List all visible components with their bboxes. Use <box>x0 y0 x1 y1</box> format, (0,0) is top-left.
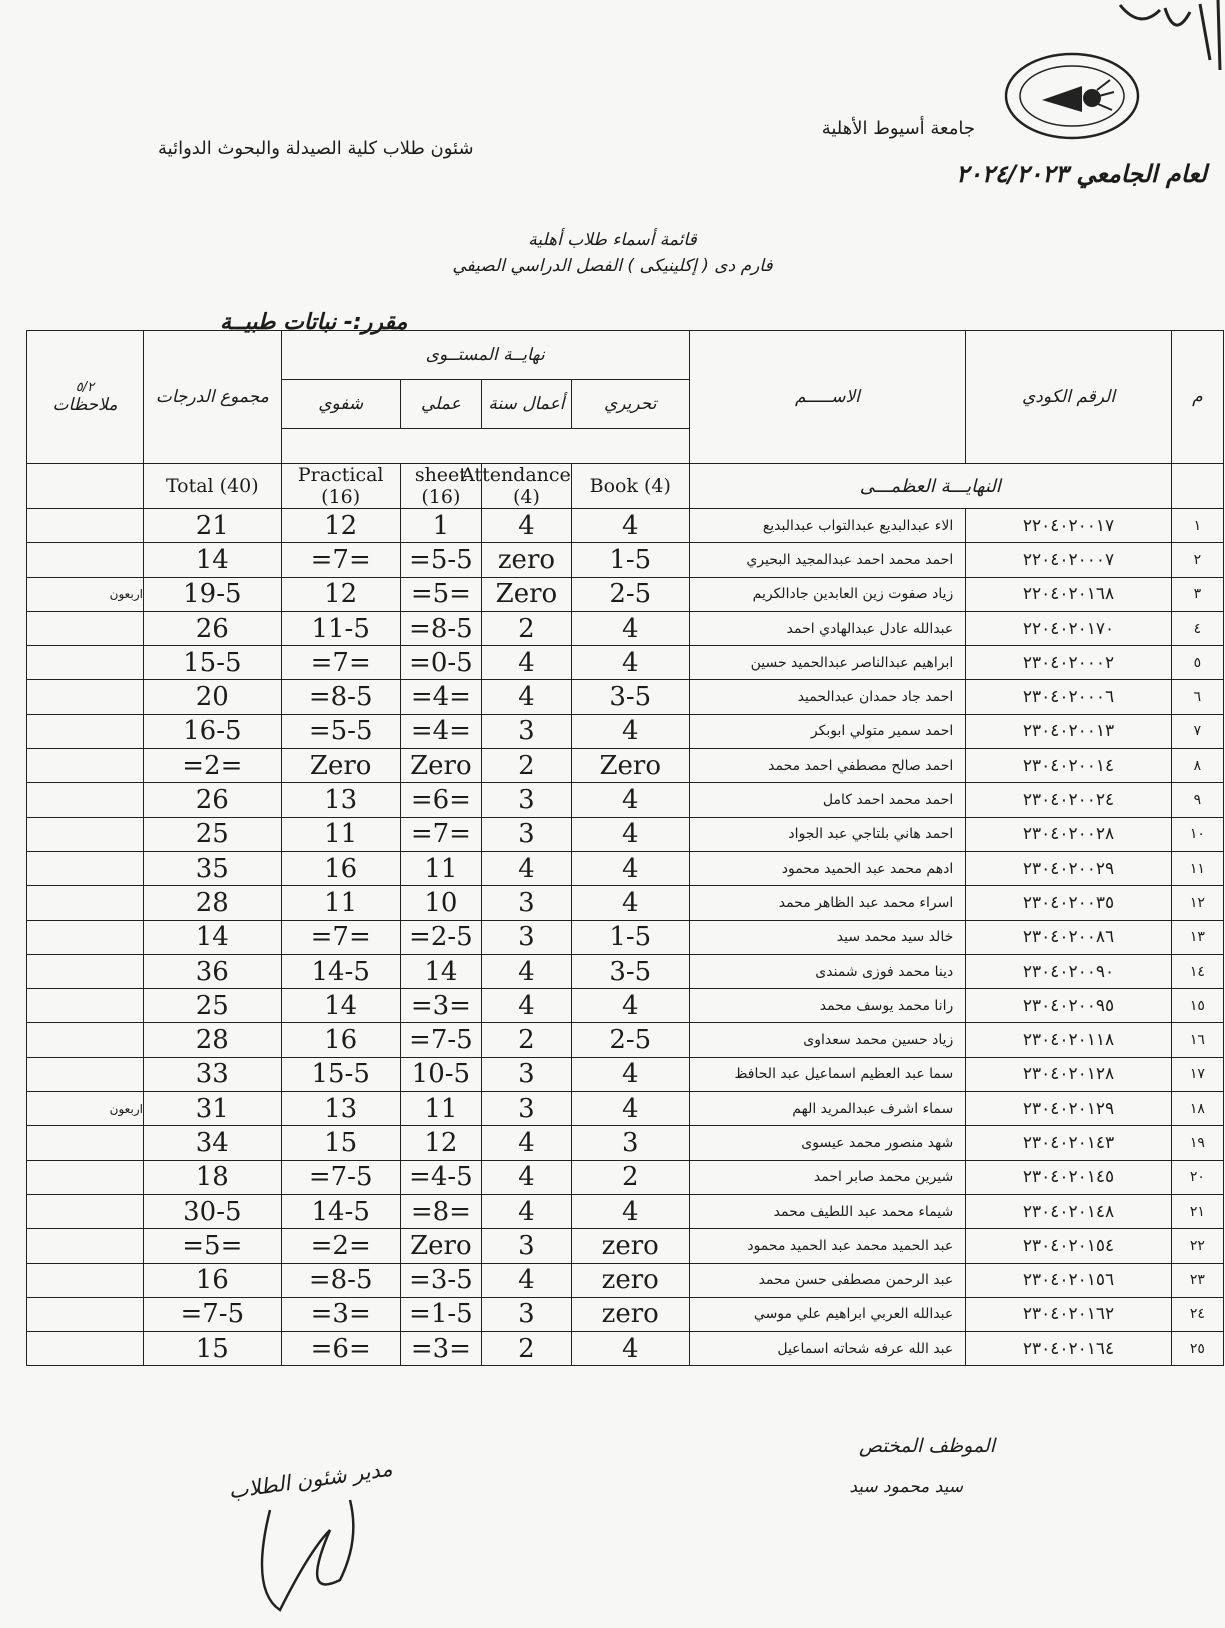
row-index: ١٠ <box>1171 817 1223 851</box>
grade-oral: 12 <box>281 509 400 543</box>
student-name: شهد منصور محمد عيسوى <box>689 1126 966 1160</box>
student-name: شيماء محمد عبد اللطيف محمد <box>689 1194 966 1228</box>
grade-yearwork: 2 <box>482 1332 572 1366</box>
row-note <box>27 1263 144 1297</box>
grade-yearwork: 3 <box>482 1092 572 1126</box>
grade-yearwork: 3 <box>482 1297 572 1331</box>
row-note <box>27 783 144 817</box>
grade-written: 4 <box>571 714 689 748</box>
student-name: شيرين محمد صابر احمد <box>689 1160 966 1194</box>
grade-total: 16-5 <box>143 714 281 748</box>
max-oral: Practical (16) <box>281 464 400 509</box>
column-header-yearwork: أعمال سنة <box>482 380 572 429</box>
row-index: ١٣ <box>1171 920 1223 954</box>
grade-oral: =6= <box>281 1332 400 1366</box>
student-name: عبد الرحمن مصطفى حسن محمد <box>689 1263 966 1297</box>
table-row <box>27 1297 1224 1331</box>
row-note <box>27 1229 144 1263</box>
table-row <box>27 920 1224 954</box>
row-index: ٢٥ <box>1171 1332 1223 1366</box>
grade-written: 1-5 <box>571 543 689 577</box>
row-note <box>27 749 144 783</box>
grade-practical: 10-5 <box>400 1057 481 1091</box>
row-index: ١٤ <box>1171 954 1223 988</box>
grade-total: 34 <box>143 1126 281 1160</box>
table-row <box>27 989 1224 1023</box>
table-row <box>27 851 1224 885</box>
table-row <box>27 1332 1224 1366</box>
student-code: ٢٣٠٤٠٢٠٠٢٨ <box>966 817 1172 851</box>
grade-oral: =8-5 <box>281 1263 400 1297</box>
faculty-affairs-title: شئون طلاب كلية الصيدلة والبحوث الدوائية <box>158 138 474 159</box>
table-row <box>27 509 1224 543</box>
grade-written: 4 <box>571 611 689 645</box>
table-row <box>27 646 1224 680</box>
student-code: ٢٢٠٤٠٢٠٠١٧ <box>966 509 1172 543</box>
grade-yearwork: 4 <box>482 1160 572 1194</box>
grade-practical: =1-5 <box>400 1297 481 1331</box>
grade-yearwork: zero <box>482 543 572 577</box>
student-name: ابراهيم عبدالناصر عبدالحميد حسين <box>689 646 966 680</box>
grade-practical: =7= <box>400 817 481 851</box>
grades-table <box>26 330 1224 1366</box>
grade-practical: =4= <box>400 680 481 714</box>
row-index: ١٩ <box>1171 1126 1223 1160</box>
student-name: زياد صفوت زين العابدين جادالكريم <box>689 577 966 611</box>
column-header-notes <box>27 331 144 464</box>
grade-yearwork: 3 <box>482 714 572 748</box>
student-code: ٢٢٠٤٠٢٠٠٠٧ <box>966 543 1172 577</box>
grade-oral: 11 <box>281 886 400 920</box>
column-header-name: الاســـــم <box>689 331 966 464</box>
grade-written: 4 <box>571 989 689 1023</box>
table-row <box>27 1160 1224 1194</box>
staff-name: سيد محمود سيد <box>849 1477 963 1497</box>
grade-yearwork: 4 <box>482 1263 572 1297</box>
student-name: اسراء محمد عبد الظاهر محمد <box>689 886 966 920</box>
grade-oral: 14-5 <box>281 1194 400 1228</box>
grade-total: 26 <box>143 611 281 645</box>
grade-yearwork: 4 <box>482 509 572 543</box>
row-note <box>27 1332 144 1366</box>
grade-oral: 11 <box>281 817 400 851</box>
grade-oral: 16 <box>281 1023 400 1057</box>
max-marks-label: النهايـــة العظمـــى <box>689 464 1171 509</box>
student-code: ٢٣٠٤٠٢٠١٥٦ <box>966 1263 1172 1297</box>
row-note <box>27 714 144 748</box>
column-header-index: م <box>1171 331 1223 464</box>
table-row <box>27 1194 1224 1228</box>
student-code: ٢٣٠٤٠٢٠١٤٥ <box>966 1160 1172 1194</box>
column-header-practical: عملي <box>400 380 481 429</box>
table-row <box>27 1092 1224 1126</box>
table-row <box>27 1126 1224 1160</box>
grade-written: 2-5 <box>571 577 689 611</box>
row-index: ١٧ <box>1171 1057 1223 1091</box>
student-name: احمد هاني بلتاجي عبد الجواد <box>689 817 966 851</box>
row-index: ٥ <box>1171 646 1223 680</box>
grade-practical: 11 <box>400 851 481 885</box>
column-header-written: تحريري <box>571 380 689 429</box>
row-note <box>27 886 144 920</box>
grade-yearwork: 4 <box>482 1194 572 1228</box>
table-row <box>27 543 1224 577</box>
grade-written: 4 <box>571 1092 689 1126</box>
student-code: ٢٣٠٤٠٢٠١٤٨ <box>966 1194 1172 1228</box>
row-index: ١٨ <box>1171 1092 1223 1126</box>
grade-practical: =4-5 <box>400 1160 481 1194</box>
column-header-oral: شفوي <box>281 380 400 429</box>
grade-practical: =8-5 <box>400 611 481 645</box>
student-name: احمد محمد احمد عبدالمجيد البحيري <box>689 543 966 577</box>
grade-total: 20 <box>143 680 281 714</box>
grade-oral: 13 <box>281 1092 400 1126</box>
table-row <box>27 886 1224 920</box>
max-marks-row <box>27 464 1224 509</box>
grade-total: 35 <box>143 851 281 885</box>
grade-practical: =3= <box>400 1332 481 1366</box>
grade-oral: =8-5 <box>281 680 400 714</box>
student-name: ادهم محمد عبد الحميد محمود <box>689 851 966 885</box>
grade-written: Zero <box>571 749 689 783</box>
grade-oral: 14-5 <box>281 954 400 988</box>
grade-oral: Zero <box>281 749 400 783</box>
grade-written: 4 <box>571 1332 689 1366</box>
student-code: ٢٣٠٤٠٢٠٠١٣ <box>966 714 1172 748</box>
grade-practical: 11 <box>400 1092 481 1126</box>
student-code: ٢٣٠٤٠٢٠٠٢٤ <box>966 783 1172 817</box>
grade-written: 1-5 <box>571 920 689 954</box>
grade-written: 3 <box>571 1126 689 1160</box>
grade-total: 25 <box>143 989 281 1023</box>
grade-written: 4 <box>571 646 689 680</box>
student-code: ٢٣٠٤٠٢٠٠٣٥ <box>966 886 1172 920</box>
grade-yearwork: 3 <box>482 886 572 920</box>
table-row <box>27 783 1224 817</box>
grade-oral: 15-5 <box>281 1057 400 1091</box>
row-index: ٦ <box>1171 680 1223 714</box>
student-name: سماء اشرف عبدالمريد الهم <box>689 1092 966 1126</box>
grade-yearwork: 4 <box>482 680 572 714</box>
university-name: جامعة أسيوط الأهلية <box>821 118 975 139</box>
grade-oral: 15 <box>281 1126 400 1160</box>
academic-year: لعام الجامعي ٢٠٢٤/٢٠٢٣ <box>956 160 1207 188</box>
grade-total: 21 <box>143 509 281 543</box>
grade-yearwork: 4 <box>482 1126 572 1160</box>
student-name: عبد الله عرفه شحاته اسماعيل <box>689 1332 966 1366</box>
grade-practical: Zero <box>400 1229 481 1263</box>
grade-total: =2= <box>143 749 281 783</box>
grade-yearwork: 3 <box>482 1057 572 1091</box>
row-note <box>27 1297 144 1331</box>
grade-total: 14 <box>143 543 281 577</box>
student-code: ٢٣٠٤٠٢٠٠٠٦ <box>966 680 1172 714</box>
grade-practical: =5-5 <box>400 543 481 577</box>
row-note <box>27 1194 144 1228</box>
max-total: Total (40) <box>143 464 281 509</box>
grade-oral: =3= <box>281 1297 400 1331</box>
student-name: عبدالله العربي ابراهيم علي موسي <box>689 1297 966 1331</box>
grade-yearwork: 4 <box>482 646 572 680</box>
student-name: رانا محمد يوسف محمد <box>689 989 966 1023</box>
student-code: ٢٢٠٤٠٢٠١٧٠ <box>966 611 1172 645</box>
row-note <box>27 1126 144 1160</box>
student-name: احمد جاد حمدان عبدالحميد <box>689 680 966 714</box>
max-written: Book (4) <box>571 464 689 509</box>
student-code: ٢٣٠٤٠٢٠٠٩٠ <box>966 954 1172 988</box>
grade-written: 4 <box>571 1057 689 1091</box>
student-code: ٢٣٠٤٠٢٠١١٨ <box>966 1023 1172 1057</box>
student-code: ٢٣٠٤٠٢٠١٢٩ <box>966 1092 1172 1126</box>
table-row <box>27 1023 1224 1057</box>
student-code: ٢٣٠٤٠٢٠٠٩٥ <box>966 989 1172 1023</box>
student-name: احمد سمير متولي ابوبكر <box>689 714 966 748</box>
row-note <box>27 611 144 645</box>
student-name: عبد الحميد محمد عبد الحميد محمود <box>689 1229 966 1263</box>
table-row <box>27 714 1224 748</box>
grade-practical: =2-5 <box>400 920 481 954</box>
staff-title: الموظف المختص <box>858 1435 995 1457</box>
grade-yearwork: 3 <box>482 920 572 954</box>
grade-yearwork: 2 <box>482 611 572 645</box>
grade-total: 15 <box>143 1332 281 1366</box>
grade-practical: =4= <box>400 714 481 748</box>
grade-written: zero <box>571 1297 689 1331</box>
grade-total: 25 <box>143 817 281 851</box>
grade-yearwork: 3 <box>482 1229 572 1263</box>
row-index: ٧ <box>1171 714 1223 748</box>
grade-yearwork: 2 <box>482 749 572 783</box>
course-title: مقرر:- نباتات طبيــة <box>220 310 408 335</box>
grade-oral: =7= <box>281 543 400 577</box>
student-name: خالد سيد محمد سيد <box>689 920 966 954</box>
row-index: ٣ <box>1171 577 1223 611</box>
row-index: ١١ <box>1171 851 1223 885</box>
row-note <box>27 817 144 851</box>
grade-total: =5= <box>143 1229 281 1263</box>
grade-oral: =5-5 <box>281 714 400 748</box>
grade-practical: =3-5 <box>400 1263 481 1297</box>
grade-oral: 12 <box>281 577 400 611</box>
row-index: ٢٢ <box>1171 1229 1223 1263</box>
student-name: عبدالله عادل عبدالهادي احمد <box>689 611 966 645</box>
student-code: ٢٢٠٤٠٢٠١٦٨ <box>966 577 1172 611</box>
university-logo-icon <box>1002 50 1142 142</box>
grade-total: 28 <box>143 1023 281 1057</box>
row-index: ١ <box>1171 509 1223 543</box>
table-row <box>27 1229 1224 1263</box>
grade-oral: =2= <box>281 1229 400 1263</box>
grade-total: 33 <box>143 1057 281 1091</box>
grade-practical: Zero <box>400 749 481 783</box>
table-row <box>27 577 1224 611</box>
table-row <box>27 611 1224 645</box>
grade-yearwork: 3 <box>482 783 572 817</box>
student-code: ٢٣٠٤٠٢٠١٦٢ <box>966 1297 1172 1331</box>
row-index: ٨ <box>1171 749 1223 783</box>
row-index: ٩ <box>1171 783 1223 817</box>
row-index: ١٥ <box>1171 989 1223 1023</box>
row-index: ٢ <box>1171 543 1223 577</box>
grade-yearwork: 2 <box>482 1023 572 1057</box>
row-note <box>27 1023 144 1057</box>
student-code: ٢٣٠٤٠٢٠٠٢٩ <box>966 851 1172 885</box>
table-row <box>27 680 1224 714</box>
grade-practical: =5= <box>400 577 481 611</box>
grade-oral: 13 <box>281 783 400 817</box>
row-index: ٢١ <box>1171 1194 1223 1228</box>
grade-oral: 11-5 <box>281 611 400 645</box>
column-header-code: الرقم الكودي <box>966 331 1172 464</box>
grade-oral: =7-5 <box>281 1160 400 1194</box>
grade-written: 4 <box>571 1194 689 1228</box>
student-name: زياد حسين محمد سعداوى <box>689 1023 966 1057</box>
student-code: ٢٣٠٤٠٢٠٠٠٢ <box>966 646 1172 680</box>
grade-total: 30-5 <box>143 1194 281 1228</box>
row-note <box>27 851 144 885</box>
grade-practical: =6= <box>400 783 481 817</box>
grade-oral: 16 <box>281 851 400 885</box>
grade-oral: =7= <box>281 920 400 954</box>
row-note <box>27 989 144 1023</box>
director-signature-icon <box>240 1470 380 1620</box>
grade-written: zero <box>571 1263 689 1297</box>
max-yearwork: Attendance (4) <box>461 464 571 508</box>
grade-yearwork: 4 <box>482 954 572 988</box>
grade-practical: =7-5 <box>400 1023 481 1057</box>
grade-written: zero <box>571 1229 689 1263</box>
grade-total: 18 <box>143 1160 281 1194</box>
row-index: ١٦ <box>1171 1023 1223 1057</box>
grade-total: 14 <box>143 920 281 954</box>
grade-practical: =8= <box>400 1194 481 1228</box>
grade-practical: 10 <box>400 886 481 920</box>
row-index: ٤ <box>1171 611 1223 645</box>
grade-total: 19-5 <box>143 577 281 611</box>
student-code: ٢٣٠٤٠٢٠٠٨٦ <box>966 920 1172 954</box>
grade-practical: 14 <box>400 954 481 988</box>
row-note <box>27 920 144 954</box>
grade-total: 28 <box>143 886 281 920</box>
grade-written: 4 <box>571 817 689 851</box>
column-group-level-end: نهايــة المستــوى <box>281 331 689 380</box>
max-practical: sheet (16) <box>400 464 481 509</box>
column-header-total: مجموع الدرجات <box>143 331 281 464</box>
grade-written: 4 <box>571 851 689 885</box>
row-index: ٢٤ <box>1171 1297 1223 1331</box>
notes-corner-mark: ٥/٢ <box>75 379 95 395</box>
grade-written: 4 <box>571 886 689 920</box>
student-name: دينا محمد فوزى شمندى <box>689 954 966 988</box>
student-code: ٢٣٠٤٠٢٠١٤٣ <box>966 1126 1172 1160</box>
row-note: اربعون <box>27 577 144 611</box>
student-name: احمد محمد احمد كامل <box>689 783 966 817</box>
student-name: احمد صالح مصطفي احمد محمد <box>689 749 966 783</box>
grade-total: =7-5 <box>143 1297 281 1331</box>
table-row <box>27 817 1224 851</box>
table-row <box>27 954 1224 988</box>
table-row <box>27 1263 1224 1297</box>
grade-practical: 12 <box>400 1126 481 1160</box>
table-row <box>27 749 1224 783</box>
grade-total: 31 <box>143 1092 281 1126</box>
row-note <box>27 543 144 577</box>
grade-yearwork: 4 <box>482 851 572 885</box>
grade-yearwork: 3 <box>482 817 572 851</box>
row-note <box>27 954 144 988</box>
row-index: ١٢ <box>1171 886 1223 920</box>
grade-oral: =7= <box>281 646 400 680</box>
student-code: ٢٣٠٤٠٢٠١٢٨ <box>966 1057 1172 1091</box>
row-note: اربعون <box>27 1092 144 1126</box>
student-code: ٢٣٠٤٠٢٠٠١٤ <box>966 749 1172 783</box>
row-note <box>27 646 144 680</box>
list-title: قائمة أسماء طلاب أهلية <box>528 230 697 250</box>
column-header-notes-label: ملاحظات <box>52 394 118 415</box>
row-note <box>27 1160 144 1194</box>
student-name: الاء عبدالبديع عبدالتواب عبدالبديع <box>689 509 966 543</box>
director-title: مدير شئون الطلاب <box>227 1456 394 1504</box>
grade-written: 4 <box>571 783 689 817</box>
row-index: ٢٠ <box>1171 1160 1223 1194</box>
row-note <box>27 1057 144 1091</box>
grade-practical: =0-5 <box>400 646 481 680</box>
grade-total: 16 <box>143 1263 281 1297</box>
table-row <box>27 1057 1224 1091</box>
grade-written: 3-5 <box>571 680 689 714</box>
grade-practical: =3= <box>400 989 481 1023</box>
grade-total: 26 <box>143 783 281 817</box>
grade-written: 2 <box>571 1160 689 1194</box>
grade-oral: 14 <box>281 989 400 1023</box>
student-code: ٢٣٠٤٠٢٠١٥٤ <box>966 1229 1172 1263</box>
row-note <box>27 680 144 714</box>
grade-written: 2-5 <box>571 1023 689 1057</box>
grade-total: 15-5 <box>143 646 281 680</box>
student-name: سما عبد العظيم اسماعيل عبد الحافظ <box>689 1057 966 1091</box>
grade-written: 4 <box>571 509 689 543</box>
list-subtitle: فارم دى ( إكلينيكى ) الفصل الدراسي الصيفي <box>452 256 773 276</box>
grade-yearwork: 4 <box>482 989 572 1023</box>
row-index: ٢٣ <box>1171 1263 1223 1297</box>
row-note <box>27 509 144 543</box>
student-code: ٢٣٠٤٠٢٠١٦٤ <box>966 1332 1172 1366</box>
grade-practical: 1 <box>400 509 481 543</box>
grade-yearwork: Zero <box>482 577 572 611</box>
grade-total: 36 <box>143 954 281 988</box>
grade-written: 3-5 <box>571 954 689 988</box>
